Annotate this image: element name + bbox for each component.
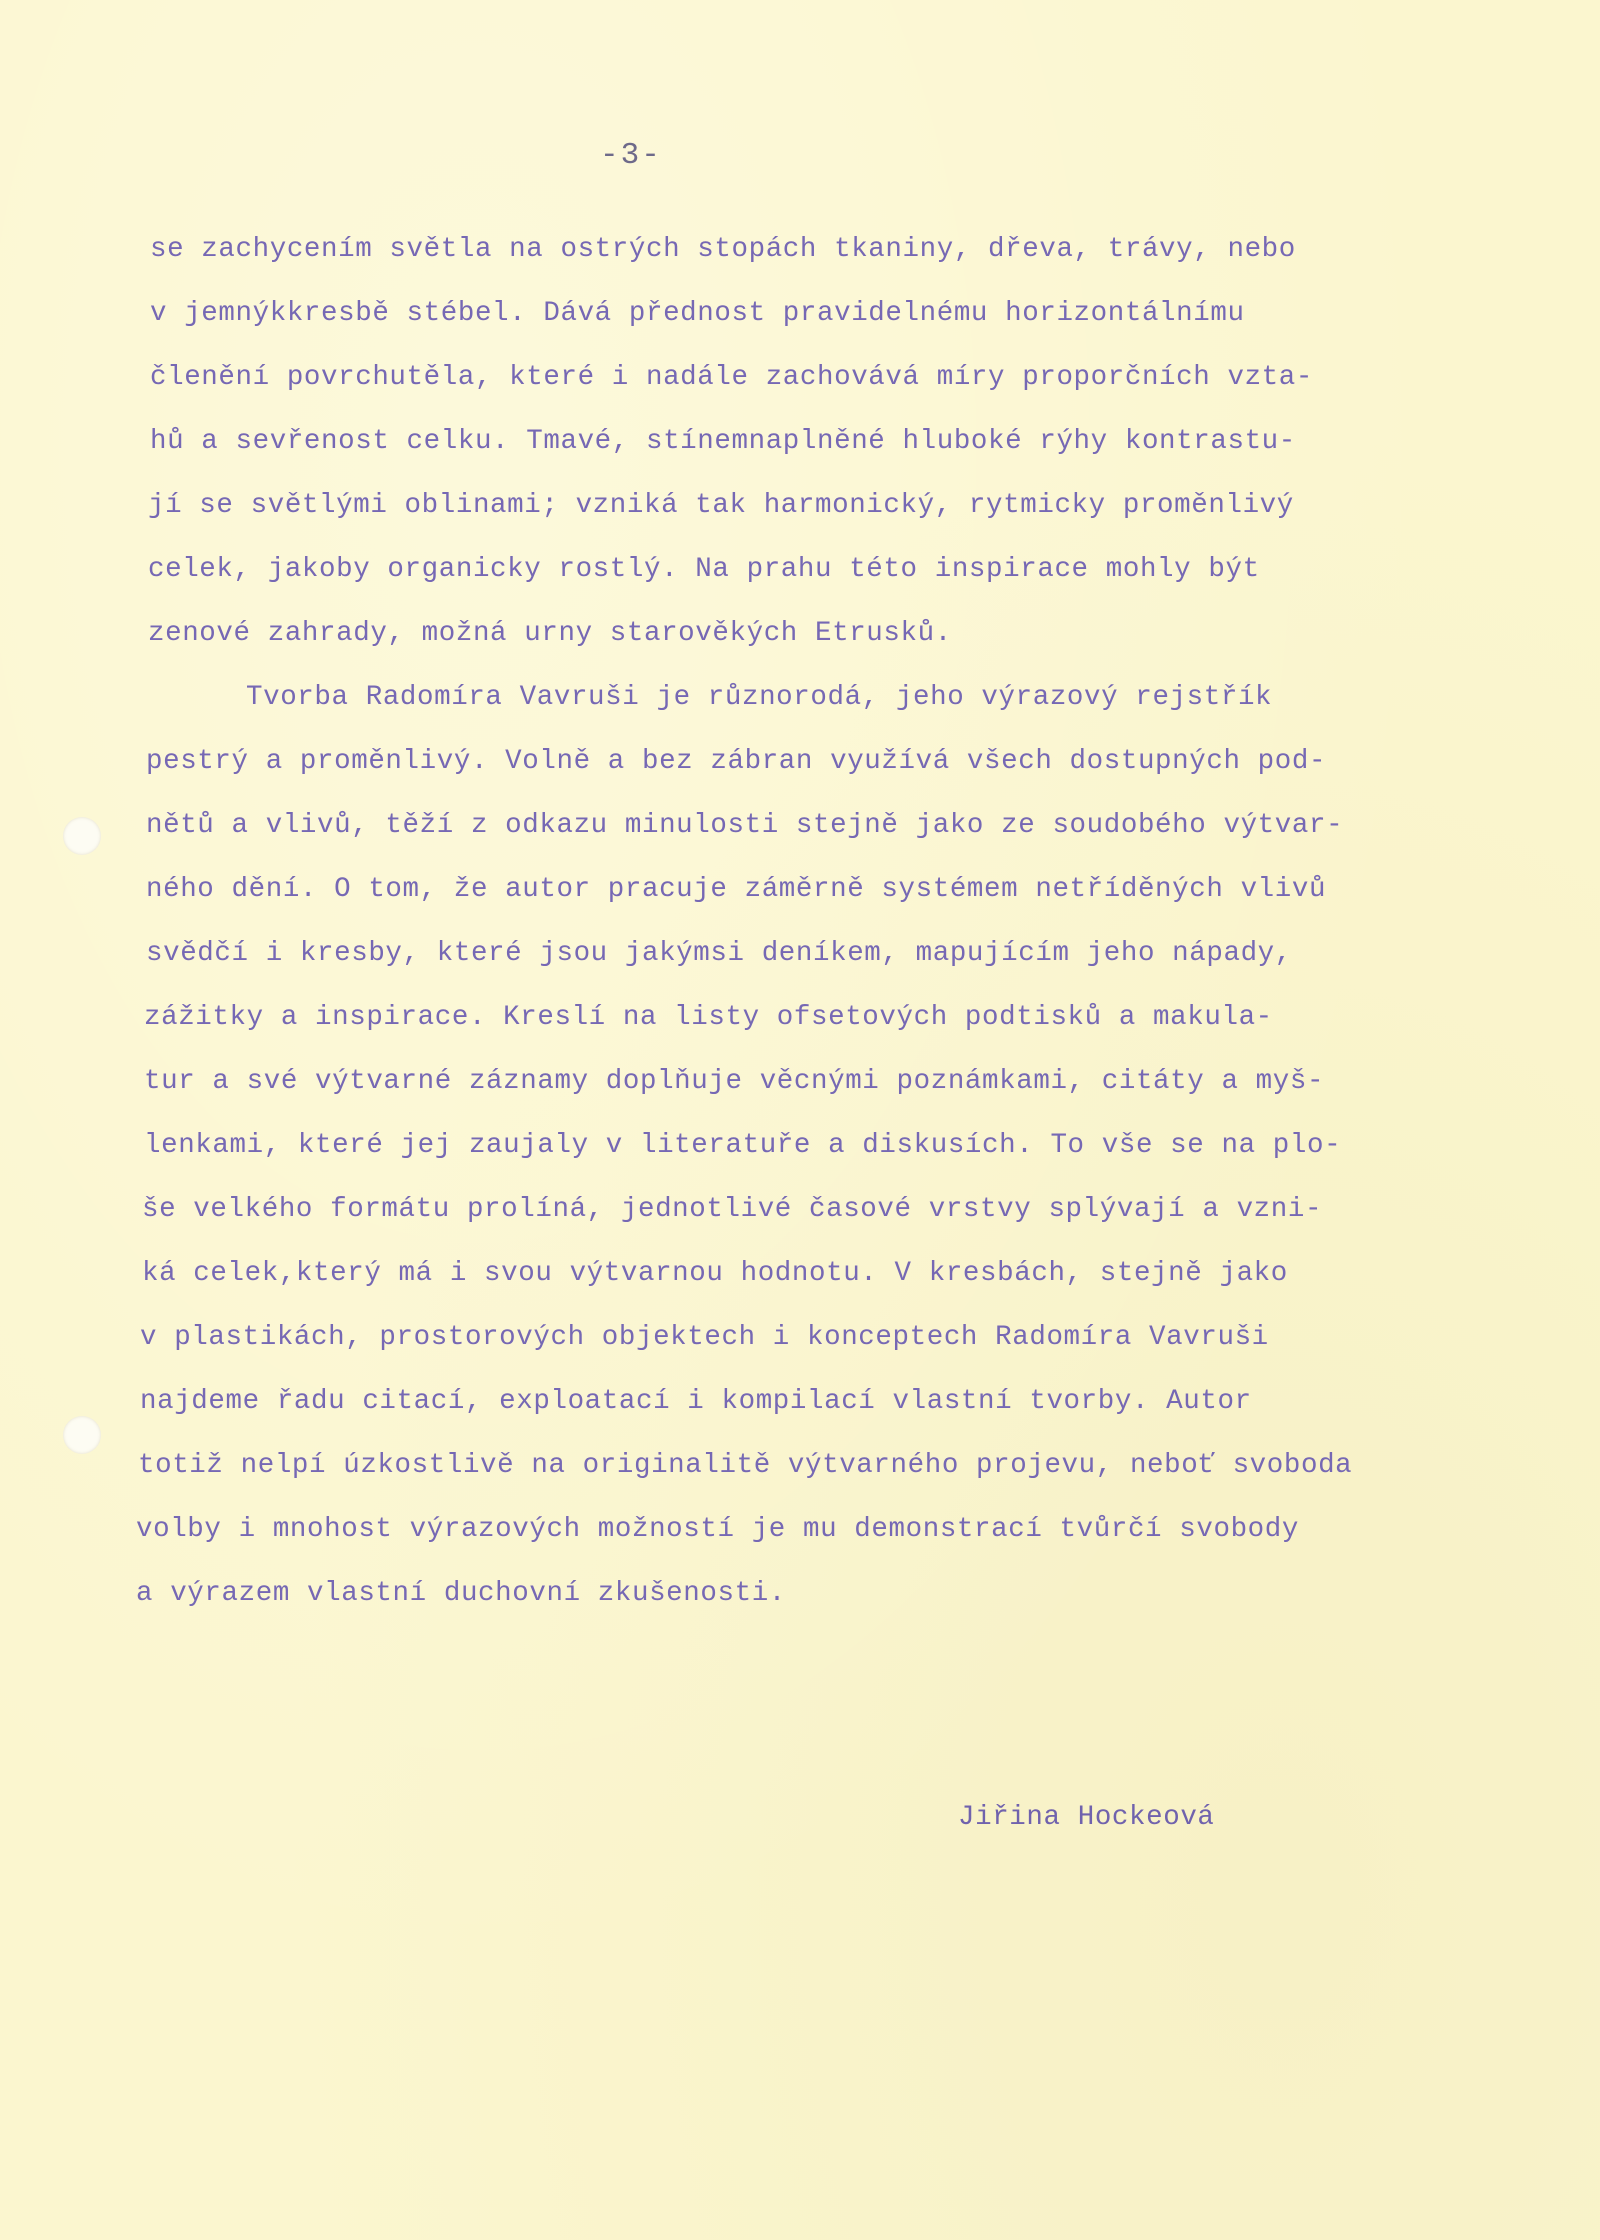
text-line: lenkami, které jej zaujaly v literatuře a diskusích. To vše se na plo- (144, 1130, 1342, 1161)
punch-hole-top (63, 817, 101, 855)
text-line: še velkého formátu prolíná, jednotlivé časové vrstvy splývají a vzni- (142, 1194, 1323, 1225)
text-line: ného dění. O tom, že autor pracuje záměrně systémem netříděných vlivů (146, 874, 1327, 905)
punch-hole-bottom (63, 1416, 101, 1454)
text-line: v plastikách, prostorových objektech i konceptech Radomíra Vavruši (140, 1322, 1269, 1353)
text-line: v jemnýkkresbě stébel. Dává přednost pravidelnému horizontálnímu (150, 298, 1245, 329)
text-line: hů a sevřenost celku. Tmavé, stínemnaplněné hluboké rýhy kontrastu- (150, 426, 1296, 457)
text-line: nětů a vlivů, těží z odkazu minulosti stejně jako ze soudobého výtvar- (146, 810, 1344, 841)
paragraph-first-line: Tvorba Radomíra Vavruši je různorodá, jeho výrazový rejstřík (246, 682, 1273, 713)
text-line: a výrazem vlastní duchovní zkušenosti. (136, 1578, 786, 1609)
text-line: najdeme řadu citací, exploatací i kompilací vlastní tvorby. Autor (140, 1386, 1252, 1417)
text-line: celek, jakoby organicky rostlý. Na prahu této inspirace mohly být (148, 554, 1260, 585)
text-line: se zachycením světla na ostrých stopách tkaniny, dřeva, trávy, nebo (150, 234, 1296, 265)
text-line: pestrý a proměnlivý. Volně a bez zábran využívá všech dostupných pod- (146, 746, 1327, 777)
text-line: totiž nelpí úzkostlivě na originalitě výtvarného projevu, neboť svoboda (138, 1450, 1353, 1481)
text-line: členění povrchutěla, které i nadále zachovává míry proporčních vzta- (150, 362, 1313, 393)
text-line: tur a své výtvarné záznamy doplňuje věcnými poznámkami, citáty a myš- (144, 1066, 1325, 1097)
text-line: volby i mnohost výrazových možností je mu demonstrací tvůrčí svobody (136, 1514, 1299, 1545)
text-line: ká celek,který má i svou výtvarnou hodnotu. V kresbách, stejně jako (142, 1258, 1288, 1289)
text-line: jí se světlými oblinami; vzniká tak harmonický, rytmicky proměnlivý (148, 490, 1294, 521)
page-number: -3- (600, 138, 662, 173)
text-line: zážitky a inspirace. Kreslí na listy ofsetových podtisků a makula- (144, 1002, 1273, 1033)
text-line: zenové zahrady, možná urny starověkých Etrusků. (148, 618, 952, 649)
text-line: svědčí i kresby, které jsou jakýmsi deníkem, mapujícím jeho nápady, (146, 938, 1292, 969)
author-signature: Jiřina Hockeová (958, 1802, 1215, 1833)
